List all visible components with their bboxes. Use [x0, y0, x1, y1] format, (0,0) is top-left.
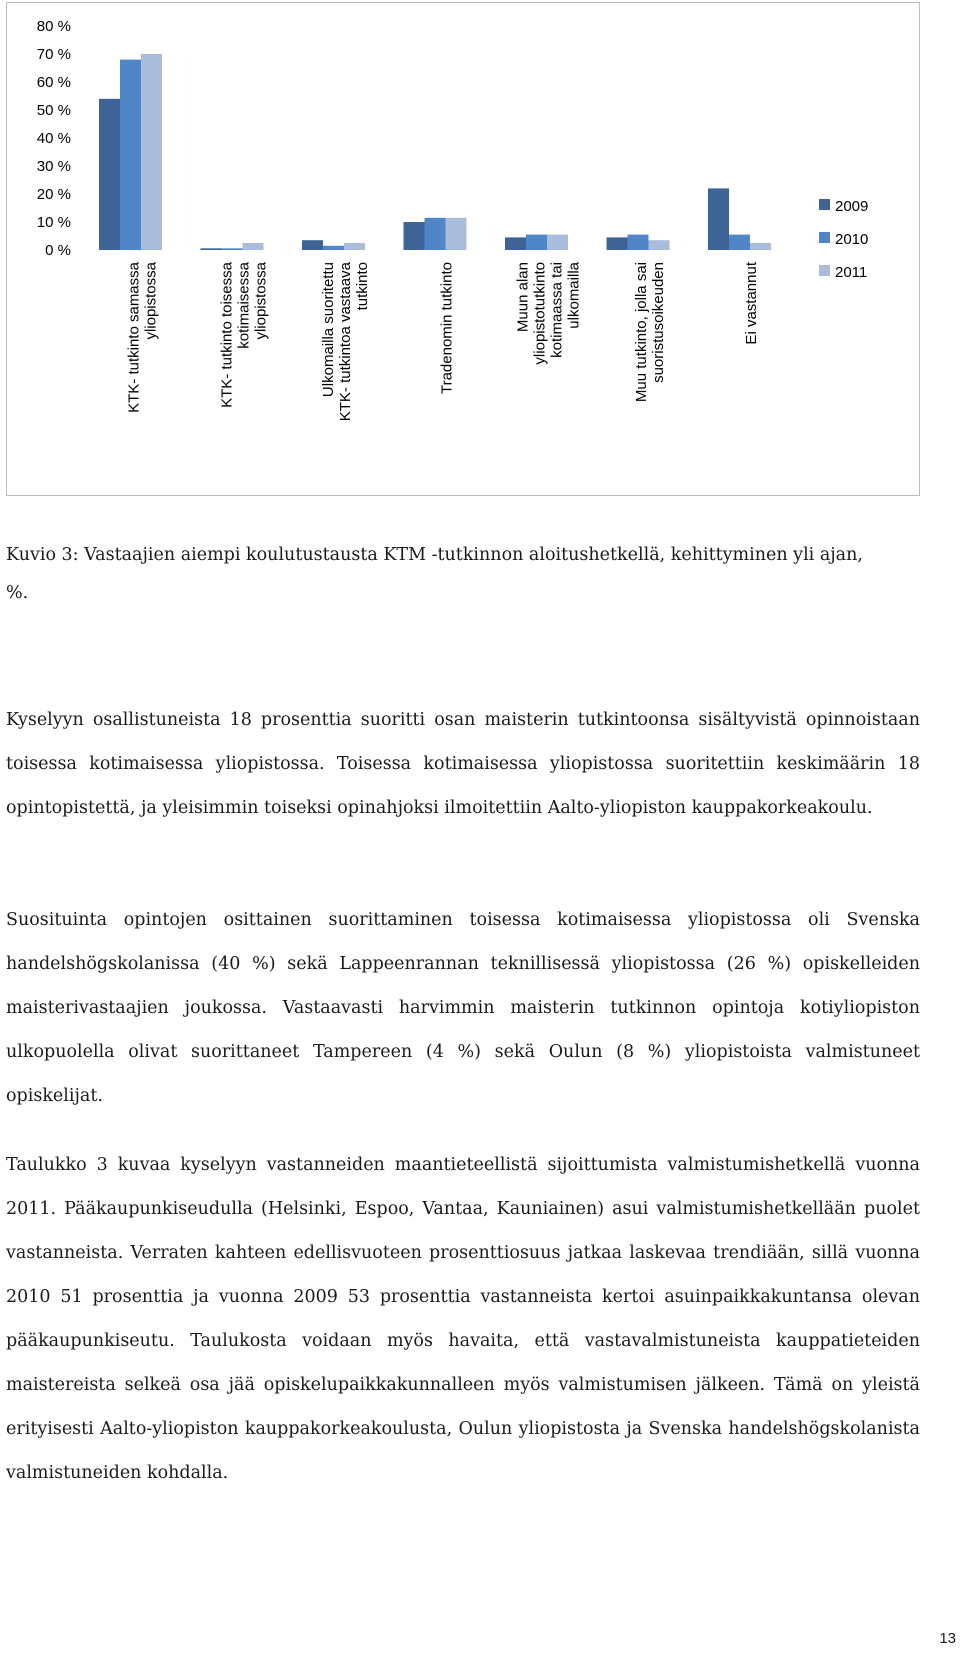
category-label: KTK- tutkinto toisessa: [218, 262, 236, 408]
bar-2009: [201, 248, 222, 250]
y-tick-label: 20 %: [36, 186, 71, 203]
bar-2009: [708, 188, 729, 250]
category-label: yliopistotutkinto: [531, 262, 549, 365]
bar-chart: [7, 3, 921, 497]
legend-swatch-2011: [819, 265, 830, 276]
bar-2010: [323, 246, 344, 250]
legend-label: 2009: [835, 198, 869, 215]
legend-label: 2011: [835, 264, 868, 281]
category-label: Tradenomin tutkinto: [438, 262, 456, 395]
bar-2010: [628, 235, 649, 250]
bar-2011: [547, 235, 568, 250]
y-tick-label: 10 %: [36, 214, 71, 231]
bar-2010: [120, 60, 141, 250]
bar-2010: [526, 235, 547, 250]
category-label: tutkinto: [353, 262, 371, 311]
caption-line-1: Kuvio 3: Vastaajien aiempi koulutustausta KTM -tutkinnon aloitushetkellä, kehittyminen yli ajan,: [6, 545, 863, 565]
y-tick-label: 60 %: [36, 74, 71, 91]
bar-2011: [446, 218, 467, 250]
bar-2010: [222, 248, 243, 250]
y-tick-label: 30 %: [36, 158, 71, 175]
bar-2011: [344, 243, 365, 250]
y-tick-label: 40 %: [36, 130, 71, 147]
bar-2011: [243, 243, 264, 250]
bar-2010: [425, 218, 446, 250]
bar-2011: [750, 243, 771, 250]
legend-label: 2010: [835, 231, 869, 248]
bar-2009: [607, 237, 628, 250]
legend-swatch-2009: [819, 199, 830, 210]
category-label: kotimaisessa: [235, 262, 253, 349]
figure-caption: [6, 536, 920, 612]
category-label: suoristusoikeuden: [649, 262, 667, 383]
y-tick-label: 80 %: [36, 18, 71, 35]
y-tick-label: 70 %: [36, 46, 71, 63]
category-label: Ei vastannut: [742, 262, 760, 345]
category-label: ulkomailla: [565, 262, 583, 329]
paragraph: Kyselyyn osallistuneista 18 prosenttia suoritti osan maisterin tutkintoonsa sisältyvistä opinnoistaan toisessa kotimaisessa yliopistossa. Toisessa kotimaisessa yliopistossa suoritettiin keskimäärin 18 opintopistettä, ja yleisimmin toiseksi opinahjoksi ilmoitettiin Aalto-yliopiston kauppakorkeakoulu.: [6, 710, 920, 818]
category-label: kotimaassa tai: [548, 262, 566, 358]
paragraph: Taulukko 3 kuvaa kyselyyn vastanneiden maantieteellistä sijoittumista valmistumishetkellä vuonna 2011. Pääkaupunkiseudulla (Helsinki, Espoo, Vantaa, Kauniainen) asui valmistumishetkellään puolet vastanneista. Verraten kahteen edellisvuoteen prosenttiosuus jatkaa laskevaa trendiään, sillä vuonna 2010 51 prosenttia ja vuonna 2009 53 prosenttia vastanneista kertoi asuinpaikkakuntansa olevan pääkaupunkiseutu. Taulukosta voidaan myös havaita, että vastavalmistuneista kauppatieteiden maistereista selkeä osa jää opiskelupaikkakunnalleen myös valmistumisen jälkeen. Tämä on yleistä erityisesti Aalto-yliopiston kauppakorkeakoulusta, Oulun yliopistosta ja Svenska handelshögskolanista valmistuneiden kohdalla.: [6, 1155, 920, 1483]
bar-2009: [302, 240, 323, 250]
category-label: yliopistossa: [252, 262, 270, 340]
category-label: KTK- tutkintoa vastaava: [336, 262, 354, 422]
caption-line-2: %.: [6, 583, 29, 603]
category-label: yliopistossa: [142, 262, 160, 340]
bar-2011: [649, 240, 670, 250]
bar-chart-frame: [6, 2, 920, 496]
category-label: Muu tutkinto, jolla sai: [632, 262, 650, 403]
bar-2011: [141, 54, 162, 250]
category-label: Ulkomailla suoritettu: [319, 262, 337, 398]
y-tick-label: 0 %: [45, 242, 71, 259]
bar-2009: [404, 222, 425, 250]
legend-swatch-2010: [819, 232, 830, 243]
bar-2010: [729, 235, 750, 250]
bar-2009: [99, 99, 120, 250]
category-label: KTK- tutkinto samassa: [125, 262, 143, 413]
y-tick-label: 50 %: [36, 102, 71, 119]
bar-2009: [505, 237, 526, 250]
category-label: Muun alan: [514, 262, 532, 333]
page-number: 13: [939, 1630, 956, 1647]
paragraph: Suosituinta opintojen osittainen suorittaminen toisessa kotimaisessa yliopistossa oli Svenska handelshögskolanissa (40 %) sekä Lappeenrannan teknillisessä yliopistossa (26 %) opiskelleiden maisterivastaajien joukossa. Vastaavasti harvimmin maisterin tutkinnon opintoja kotiyliopiston ulkopuolella olivat suorittaneet Tampereen (4 %) sekä Oulun (8 %) yliopistoista valmistuneet opiskelijat.: [6, 910, 920, 1106]
